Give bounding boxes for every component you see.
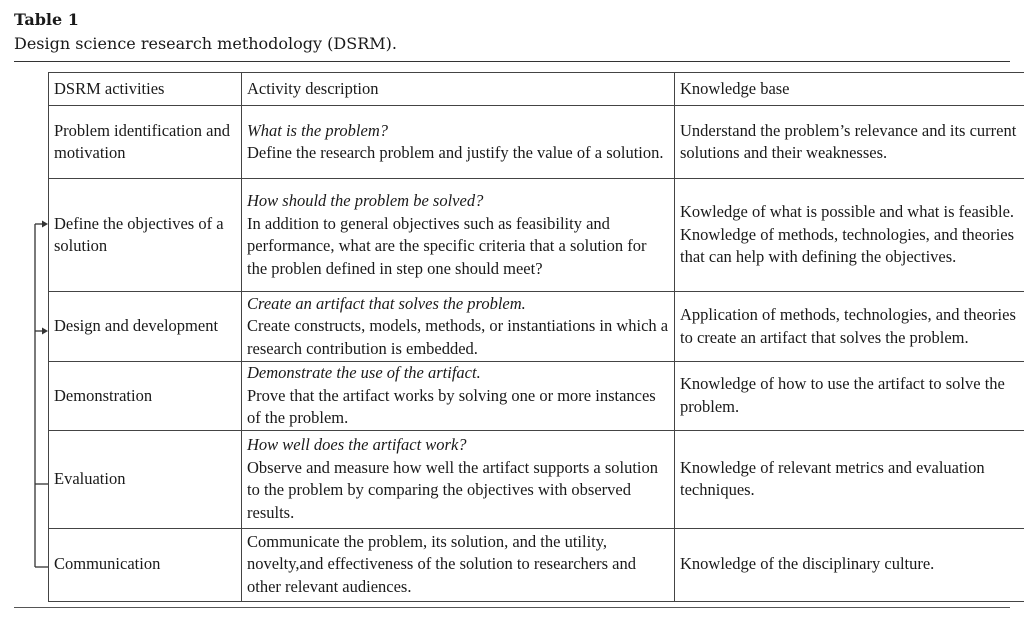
description-text: Communicate the problem, its solution, and the utility, novelty,and effectiveness of the solution to researchers and other relevant audiences. [247, 531, 636, 596]
description-text: Observe and measure how well the artifact supports a solution to the problem by comparing the objectives with observed results. [247, 457, 659, 522]
description-question: Demonstrate the use of the artifact. [247, 363, 481, 382]
header-activities: DSRM activities [49, 73, 242, 106]
activity-cell: Define the objectives of a solution [49, 179, 242, 292]
description-text: Create constructs, models, methods, or instantiations in which a research contribution is embedded. [247, 316, 669, 358]
description-cell [242, 106, 675, 179]
header-knowledge: Knowledge base [675, 73, 1024, 106]
dsrm-table-container [48, 72, 1017, 599]
description-cell [242, 179, 675, 292]
description-cell [242, 362, 675, 431]
knowledge-cell: Kowledge of what is possible and what is feasible. Knowledge of methods, technologies, and theories that can help with defining the objectives. [675, 179, 1024, 292]
description-cell [242, 528, 675, 601]
bottom-rule [14, 607, 1010, 608]
description-question: Create an artifact that solves the problem. [247, 293, 526, 313]
table-row [49, 362, 1024, 431]
header-row [49, 73, 1024, 106]
description-cell [242, 292, 675, 362]
knowledge-cell: Knowledge of how to use the artifact to solve the problem. [675, 362, 1024, 431]
table-row [49, 528, 1024, 601]
description-question: How well does the artifact work? [247, 435, 467, 454]
description-question: What is the problem? [247, 120, 388, 140]
header-description: Activity description [242, 73, 675, 106]
knowledge-cell: Knowledge of relevant metrics and evaluation techniques. [675, 430, 1024, 528]
table-row [49, 179, 1024, 292]
table-row [49, 292, 1024, 362]
table-label: Table 1 [14, 10, 79, 29]
description-text: In addition to general objectives such as feasibility and performance, what are the specific criteria that a solution for the problen defined in step one should meet? [247, 213, 647, 278]
activity-cell: Demonstration [49, 362, 242, 431]
activity-cell: Design and development [49, 292, 242, 362]
knowledge-cell: Knowledge of the disciplinary culture. [675, 528, 1024, 601]
description-cell [242, 430, 675, 528]
activity-cell: Evaluation [49, 430, 242, 528]
dsrm-table [48, 72, 1024, 602]
description-text: Prove that the artifact works by solving one or more instances of the problem. [247, 385, 656, 427]
table-caption: Design science research methodology (DSRM). [14, 34, 397, 53]
description-text: Define the research problem and justify the value of a solution. [247, 143, 664, 162]
activity-cell: Communication [49, 528, 242, 601]
table-row [49, 106, 1024, 179]
knowledge-cell: Understand the problem’s relevance and its current solutions and their weaknesses. [675, 106, 1024, 179]
description-question: How should the problem be solved? [247, 191, 484, 210]
table-row [49, 430, 1024, 528]
knowledge-cell: Application of methods, technologies, and theories to create an artifact that solves the problem. [675, 292, 1024, 362]
top-rule [14, 61, 1010, 62]
activity-cell: Problem identification and motivation [49, 106, 242, 179]
